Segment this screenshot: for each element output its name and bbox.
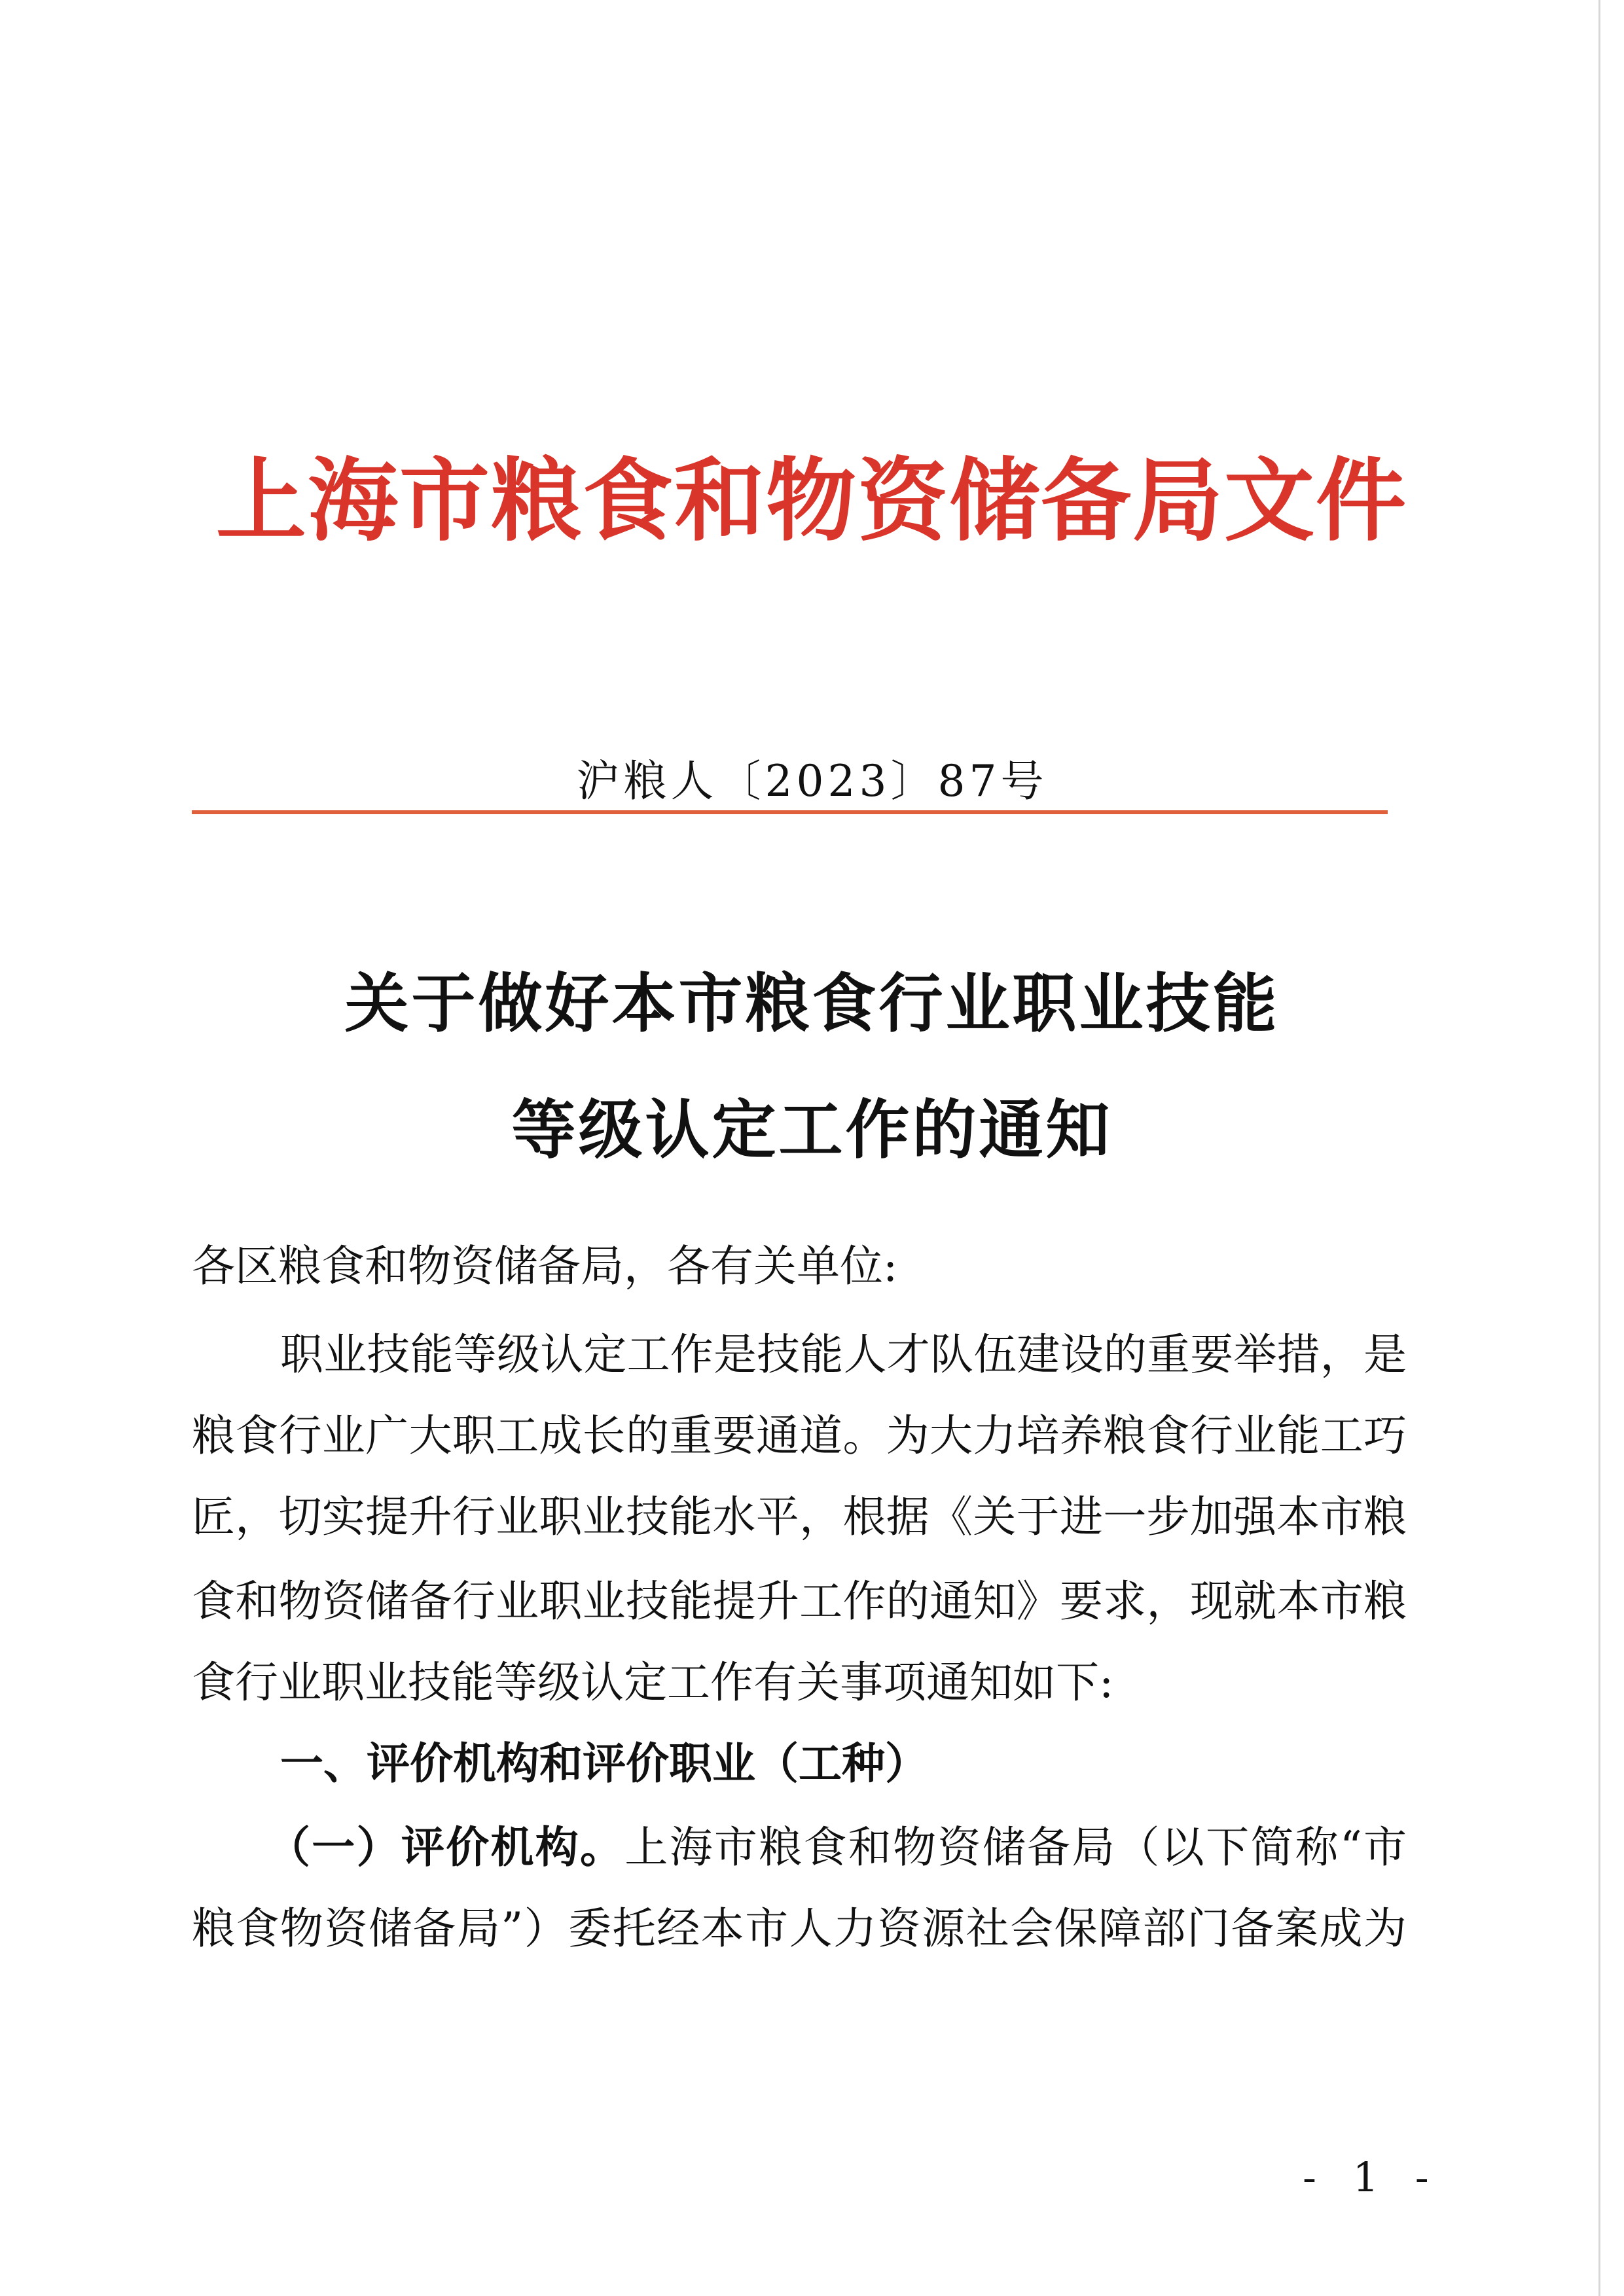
issuer-header: 上海市粮食和物资储备局文件	[216, 447, 1408, 554]
paragraph-line: 食行业职业技能等级认定工作有关事项通知如下:	[192, 1657, 1114, 1708]
document-title-line2: 等级认定工作的通知	[511, 1093, 1113, 1168]
scan-edge-line	[1598, 0, 1600, 2296]
subsection-label: （一）评价机构。	[267, 1822, 625, 1873]
paragraph-line: 食和物资储备行业职业技能提升工作的通知》要求，现就本市粮	[192, 1576, 1407, 1626]
paragraph-line: 粮食行业广大职工成长的重要通道。为大力培养粮食行业能工巧	[192, 1410, 1407, 1461]
red-divider	[192, 810, 1388, 814]
page-number: - 1 -	[1303, 2153, 1441, 2201]
section-heading: 一、评价机构和评价职业（工种）	[280, 1738, 928, 1789]
salutation: 各区粮食和物资储备局，各有关单位:	[192, 1241, 898, 1291]
paragraph-line: 粮食物资储备局”）委托经本市人力资源社会保障部门备案成为	[192, 1903, 1407, 1954]
subsection-text: 上海市粮食和物资储备局（以下简称“市	[624, 1822, 1407, 1873]
paragraph-line: 职业技能等级认定工作是技能人才队伍建设的重要举措，是	[280, 1329, 1407, 1380]
subsection-line	[192, 1821, 1407, 1874]
document-title-line1: 关于做好本市粮食行业职业技能	[344, 967, 1280, 1041]
document-number: 沪粮人〔2023〕87号	[576, 756, 1048, 806]
paragraph-line: 匠，切实提升行业职业技能水平，根据《关于进一步加强本市粮	[192, 1492, 1407, 1542]
